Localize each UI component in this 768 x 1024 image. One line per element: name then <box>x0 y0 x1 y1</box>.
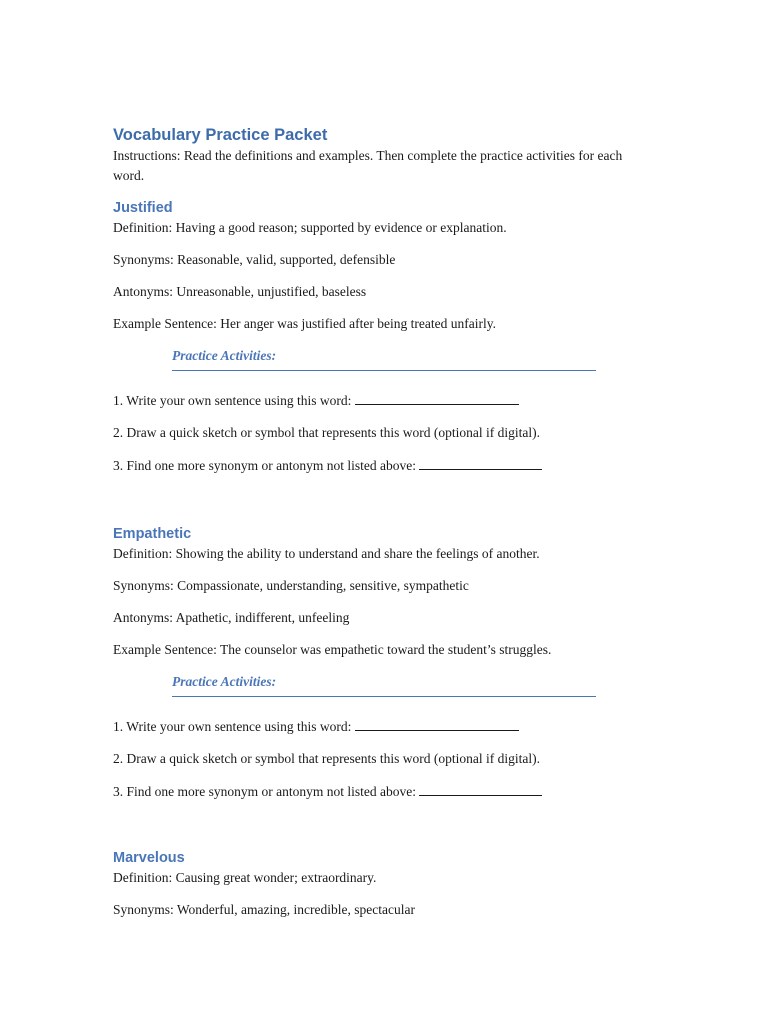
definition-text: Definition: Having a good reason; supported by evidence or explanation. <box>113 220 507 235</box>
word-title: Empathetic <box>113 526 192 542</box>
word-section-empathetic <box>113 524 653 800</box>
synonyms-text: Synonyms: Reasonable, valid, supported, defensible <box>113 252 396 267</box>
activity-1-text: 1. Write your own sentence using this word: <box>113 393 352 408</box>
document-page <box>113 124 653 918</box>
word-title: Marvelous <box>113 850 185 866</box>
definition-text: Definition: Causing great wonder; extraordinary. <box>113 870 377 885</box>
activity-3 <box>113 457 653 474</box>
antonyms-text: Antonyms: Unreasonable, unjustified, baseless <box>113 284 367 299</box>
word-title: Justified <box>113 200 173 216</box>
answer-blank[interactable] <box>355 718 519 731</box>
activity-2: 2. Draw a quick sketch or symbol that represents this word (optional if digital). <box>113 425 541 440</box>
answer-blank[interactable] <box>419 783 542 796</box>
activity-1 <box>113 718 653 735</box>
synonyms-text: Synonyms: Wonderful, amazing, incredible, spectacular <box>113 902 415 917</box>
activity-3-text: 3. Find one more synonym or antonym not listed above: <box>113 458 416 473</box>
antonyms-text: Antonyms: Apathetic, indifferent, unfeeling <box>113 610 350 625</box>
example-sentence: Example Sentence: The counselor was empathetic toward the student’s struggles. <box>113 642 552 657</box>
practice-heading-text: Practice Activities: <box>172 674 277 689</box>
definition-text: Definition: Showing the ability to understand and share the feelings of another. <box>113 546 540 561</box>
activity-3-text: 3. Find one more synonym or antonym not listed above: <box>113 784 416 799</box>
instructions-text: Instructions: Read the definitions and examples. Then complete the practice activities for each word. <box>113 148 623 183</box>
synonyms-text: Synonyms: Compassionate, understanding, sensitive, sympathetic <box>113 578 469 593</box>
example-sentence: Example Sentence: Her anger was justified after being treated unfairly. <box>113 316 496 331</box>
practice-heading-text: Practice Activities: <box>172 348 277 363</box>
word-section-justified <box>113 198 653 474</box>
word-section-marvelous <box>113 848 653 918</box>
practice-activities-heading <box>172 674 596 697</box>
activity-2: 2. Draw a quick sketch or symbol that represents this word (optional if digital). <box>113 751 541 766</box>
activity-1-text: 1. Write your own sentence using this word: <box>113 719 352 734</box>
answer-blank[interactable] <box>419 457 542 470</box>
activity-3 <box>113 783 653 800</box>
document-title: Vocabulary Practice Packet <box>113 126 328 144</box>
practice-activities-heading <box>172 348 596 371</box>
answer-blank[interactable] <box>355 392 519 405</box>
activity-1 <box>113 392 653 409</box>
